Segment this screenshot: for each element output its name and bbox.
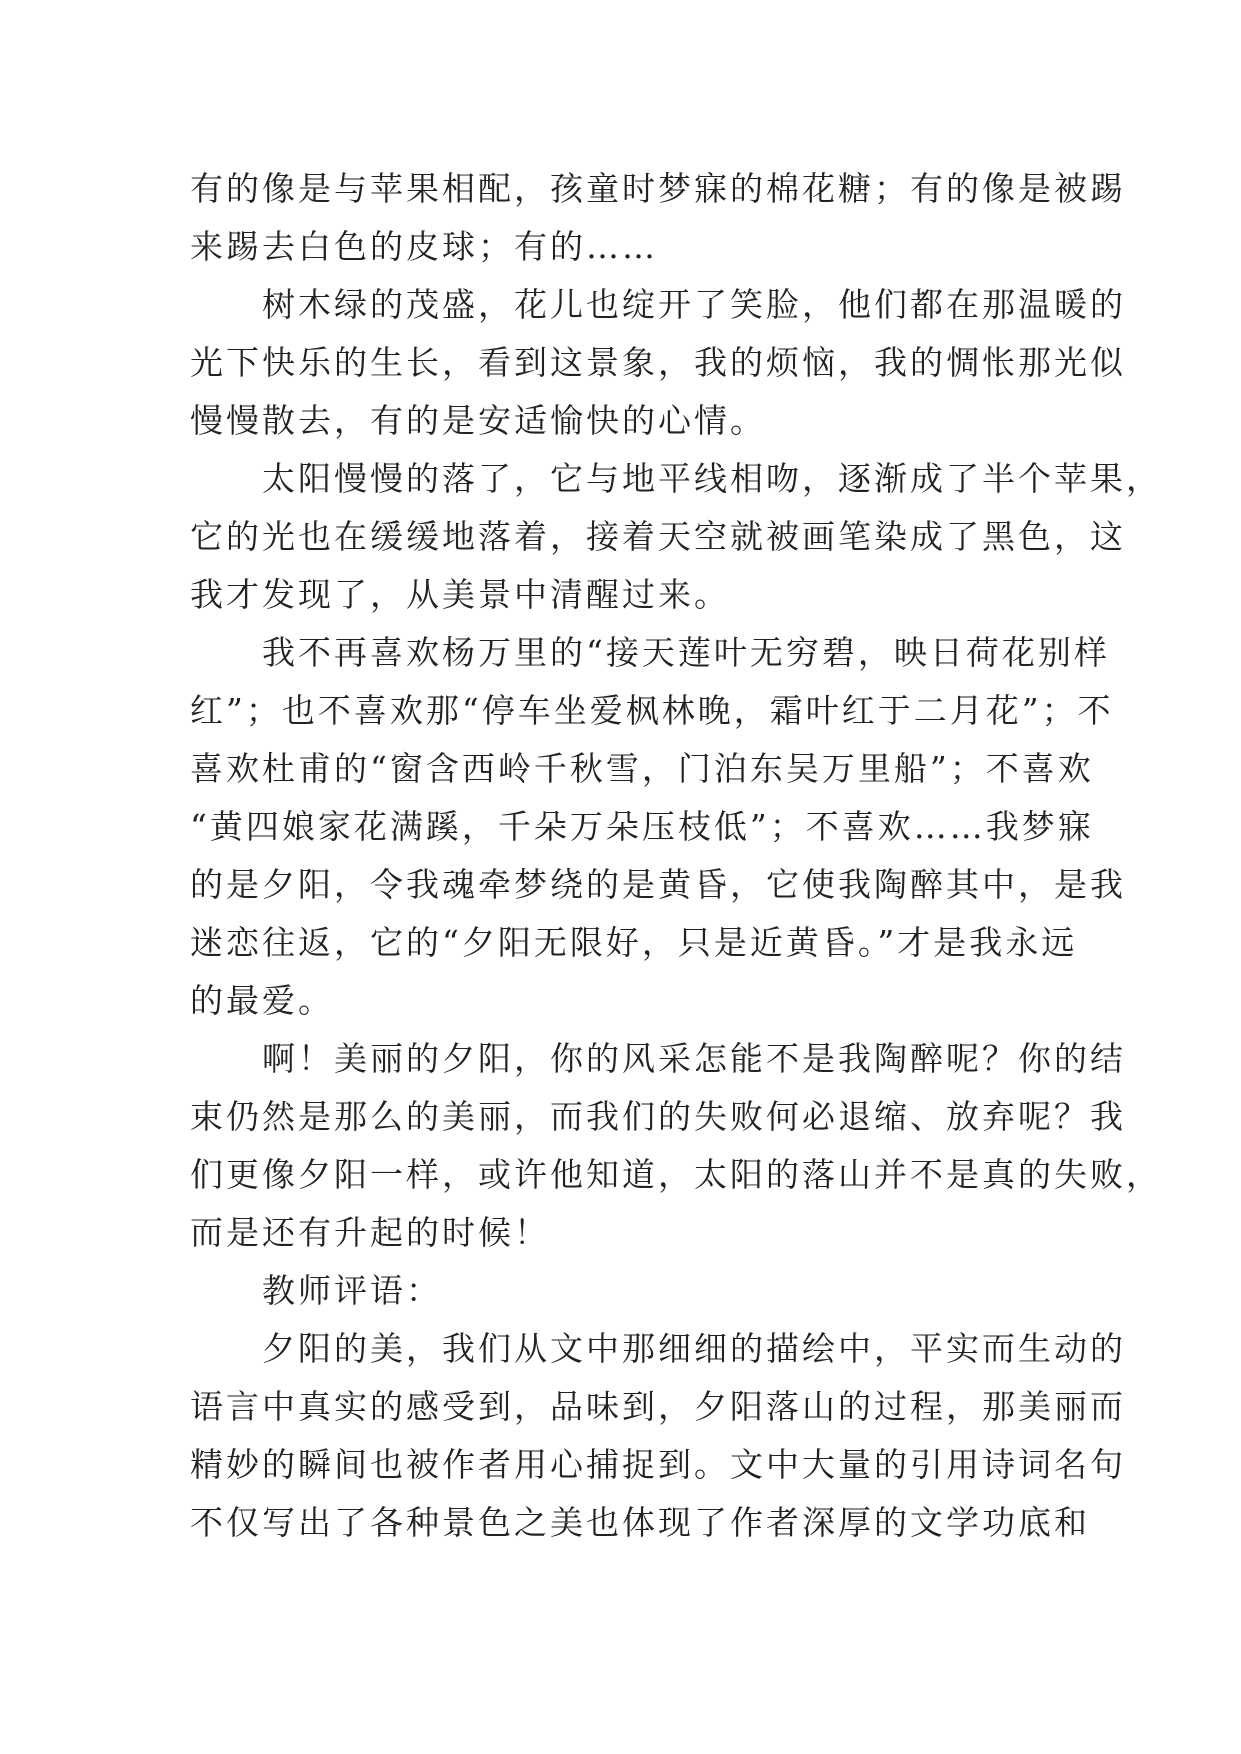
text-line: 的最爱。 bbox=[190, 981, 334, 1020]
document-body bbox=[190, 160, 1162, 1552]
text-line: 慢慢散去，有的是安适愉快的心情。 bbox=[190, 401, 766, 440]
text-line: 语言中真实的感受到，品味到，夕阳落山的过程，那美丽而 bbox=[190, 1387, 1126, 1426]
text-line: 有的像是与苹果相配，孩童时梦寐的棉花糖；有的像是被踢 bbox=[190, 169, 1126, 208]
text-line: 树木绿的茂盛，花儿也绽开了笑脸，他们都在那温暖的 bbox=[262, 285, 1126, 324]
text-line: 啊！美丽的夕阳，你的风采怎能不是我陶醉呢？你的结 bbox=[262, 1039, 1126, 1078]
text-line: 红”；也不喜欢那“停车坐爱枫林晚，霜叶红于二月花”；不 bbox=[190, 691, 1114, 730]
text-line: 的是夕阳，令我魂牵梦绕的是黄昏，它使我陶醉其中，是我 bbox=[190, 865, 1126, 904]
text-line: 夕阳的美，我们从文中那细细的描绘中，平实而生动的 bbox=[262, 1329, 1126, 1368]
text-line: 们更像夕阳一样，或许他知道，太阳的落山并不是真的失败， bbox=[190, 1155, 1162, 1194]
text-line: 它的光也在缓缓地落着，接着天空就被画笔染成了黑色，这 bbox=[190, 517, 1126, 556]
text-line: 光下快乐的生长，看到这景象，我的烦恼，我的惆怅那光似 bbox=[190, 343, 1126, 382]
text-line: “黄四娘家花满蹊，千朵万朵压枝低”；不喜欢……我梦寐 bbox=[190, 807, 1094, 846]
text-line: 喜欢杜甫的“窗含西岭千秋雪，门泊东吴万里船”；不喜欢 bbox=[190, 749, 1094, 788]
text-line: 精妙的瞬间也被作者用心捕捉到。文中大量的引用诗词名句 bbox=[190, 1445, 1126, 1484]
text-line: 而是还有升起的时候！ bbox=[190, 1213, 550, 1252]
text-line: 不仅写出了各种景色之美也体现了作者深厚的文学功底和 bbox=[190, 1503, 1090, 1542]
text-line: 迷恋往返，它的“夕阳无限好，只是近黄昏。”才是我永远 bbox=[190, 923, 1078, 962]
text-line: 我不再喜欢杨万里的“接天莲叶无穷碧，映日荷花别样 bbox=[262, 633, 1110, 672]
text-line: 太阳慢慢的落了，它与地平线相吻，逐渐成了半个苹果， bbox=[262, 459, 1162, 498]
text-line: 束仍然是那么的美丽，而我们的失败何必退缩、放弃呢？我 bbox=[190, 1097, 1126, 1136]
text-line: 教师评语： bbox=[262, 1271, 442, 1310]
text-line: 来踢去白色的皮球；有的…… bbox=[190, 227, 658, 266]
text-line: 我才发现了，从美景中清醒过来。 bbox=[190, 575, 730, 614]
